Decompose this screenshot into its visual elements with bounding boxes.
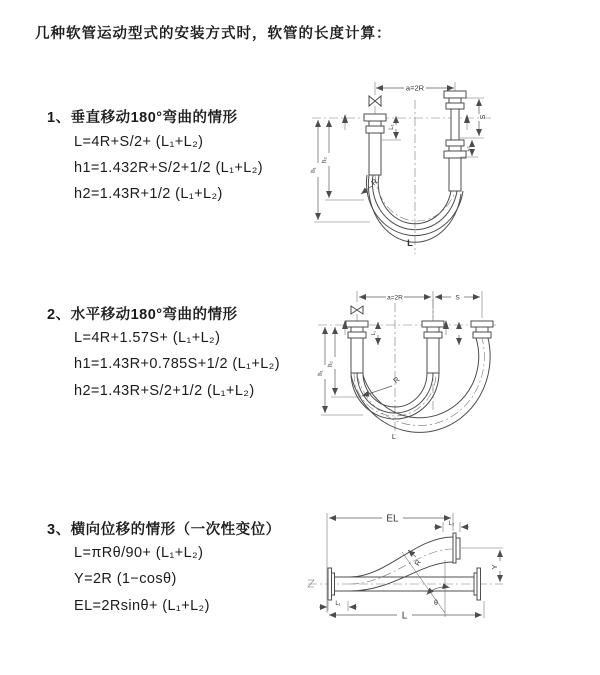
- section-3-formula-L: L=πRθ/90+ (L₁+L₂): [74, 545, 204, 561]
- dim-s: [435, 295, 480, 302]
- section-2-formula-h2: h2=1.43R+S/2+1/2 (L₁+L₂): [74, 383, 255, 399]
- dim-r: [361, 177, 380, 194]
- diagram-vertical-180-bend: [312, 78, 497, 258]
- dim-r: [408, 550, 423, 567]
- dim-a2r: [357, 291, 482, 318]
- dim-h1: [311, 120, 370, 222]
- section-3-formula-Y: Y=2R (1−cosθ): [74, 571, 177, 587]
- section-3-heading: 3、横向位移的情形（一次性变位）: [47, 522, 281, 538]
- dim-label-h2: h₂: [322, 157, 328, 163]
- dim-label-l-total: L: [391, 432, 397, 441]
- section-2-formula-h1: h1=1.43R+0.785S+1/2 (L₁+L₂): [74, 356, 280, 372]
- section-2-formula-L: L=4R+1.57S+ (L₁+L₂): [74, 330, 221, 346]
- dim-label-h1: h₁: [318, 370, 324, 376]
- dim-y: [461, 548, 503, 584]
- left-flange-fitting: [364, 114, 386, 175]
- dim-label-l1: L₁: [371, 330, 377, 336]
- dim-label-l2: L₂: [448, 521, 455, 527]
- section-1-formula-h2: h2=1.43R+1/2 (L₁+L₂): [74, 186, 223, 202]
- section-2-heading: 2、水平移动180°弯曲的情形: [47, 307, 238, 323]
- section-1-formula-h1: h1=1.432R+S/2+1/2 (L₁+L₂): [74, 160, 264, 176]
- right-flange-fitting: [444, 91, 466, 191]
- dim-label-h2: h₂: [328, 361, 334, 367]
- pipe-break-mark: [308, 580, 314, 587]
- dim-label-l-total: L: [401, 610, 408, 622]
- left-flange-fitting: [346, 321, 368, 373]
- dim-label-theta: θ: [434, 600, 438, 607]
- section-3-formula-EL: EL=2Rsinθ+ (L₁+L₂): [74, 598, 210, 614]
- dim-label-l-total: L: [407, 238, 413, 249]
- dim-label-s: S: [455, 294, 460, 302]
- dim-label-r: R: [369, 176, 380, 188]
- middle-flange-fitting: [422, 321, 444, 373]
- dim-label-l1: L₁: [335, 601, 341, 607]
- dim-label-y: Y: [490, 564, 499, 570]
- hose-u-bend-position-2: [351, 338, 490, 432]
- dim-label-a2r: a=2R: [387, 294, 403, 302]
- valve-icon: [369, 96, 381, 114]
- dim-label-l2: L₂: [465, 146, 471, 152]
- page-title: 几种软管运动型式的安装方式时，软管的长度计算：: [35, 26, 392, 42]
- dim-label-s: S: [480, 114, 487, 120]
- section-1-heading: 1、垂直移动180°弯曲的情形: [47, 110, 238, 126]
- angle-theta: [402, 552, 450, 617]
- right-flange-fitting: [471, 321, 493, 338]
- dim-h2: [322, 120, 364, 200]
- dim-r: [362, 375, 402, 396]
- diagram-horizontal-180-bend: [318, 285, 498, 450]
- diagram-lateral-displacement: [303, 505, 508, 630]
- dim-a2r: [375, 82, 455, 95]
- section-1-formula-L: L=4R+S/2+ (L₁+L₂): [74, 134, 204, 150]
- dim-label-h1: h₁: [311, 167, 317, 173]
- dim-label-el: EL: [386, 513, 399, 525]
- dim-label-r: R: [412, 558, 424, 568]
- dim-l2: [434, 521, 469, 532]
- dim-label-l1: L₁: [389, 124, 395, 130]
- hose-s-curve: [350, 537, 453, 591]
- upper-flange: [453, 533, 460, 563]
- dim-label-a2r: a=2R: [405, 83, 425, 93]
- dim-l1: [319, 601, 357, 611]
- valve-icon: [351, 306, 363, 321]
- dim-l: [329, 601, 484, 622]
- dim-label-r: R: [391, 374, 402, 386]
